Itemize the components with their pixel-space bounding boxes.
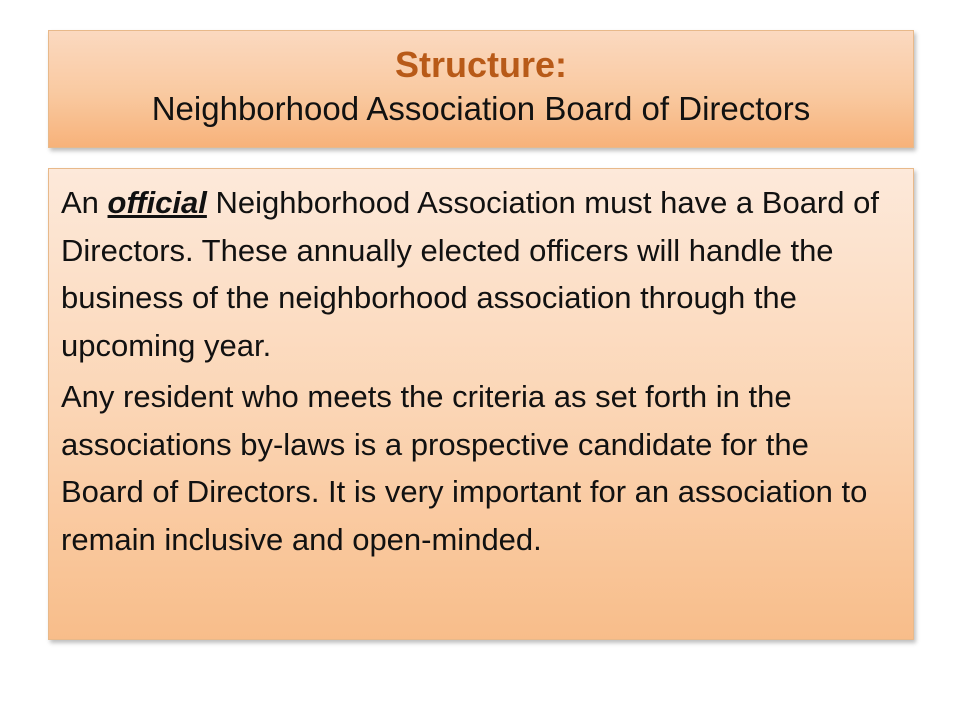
paragraph-1-lead: An — [61, 185, 108, 220]
slide-heading: Structure: — [394, 44, 568, 85]
emphasis-official: official — [107, 185, 207, 220]
paragraph-1-rest: Neighborhood Association must have a Board of Directors. These annually elected officers will handle the business of the neighborhood association through the upcoming year. — [61, 185, 879, 363]
title-panel — [48, 30, 914, 148]
paragraph-candidates: Any resident who meets the criteria as set forth in the associations by-laws is a prospective candidate for the Board of Directors. It is very important for an association to remain inclusive and open-minded. — [61, 379, 868, 557]
paragraph-official-association — [61, 179, 897, 369]
slide-subheading: Neighborhood Association Board of Directors — [151, 90, 811, 127]
content-panel — [48, 168, 914, 640]
